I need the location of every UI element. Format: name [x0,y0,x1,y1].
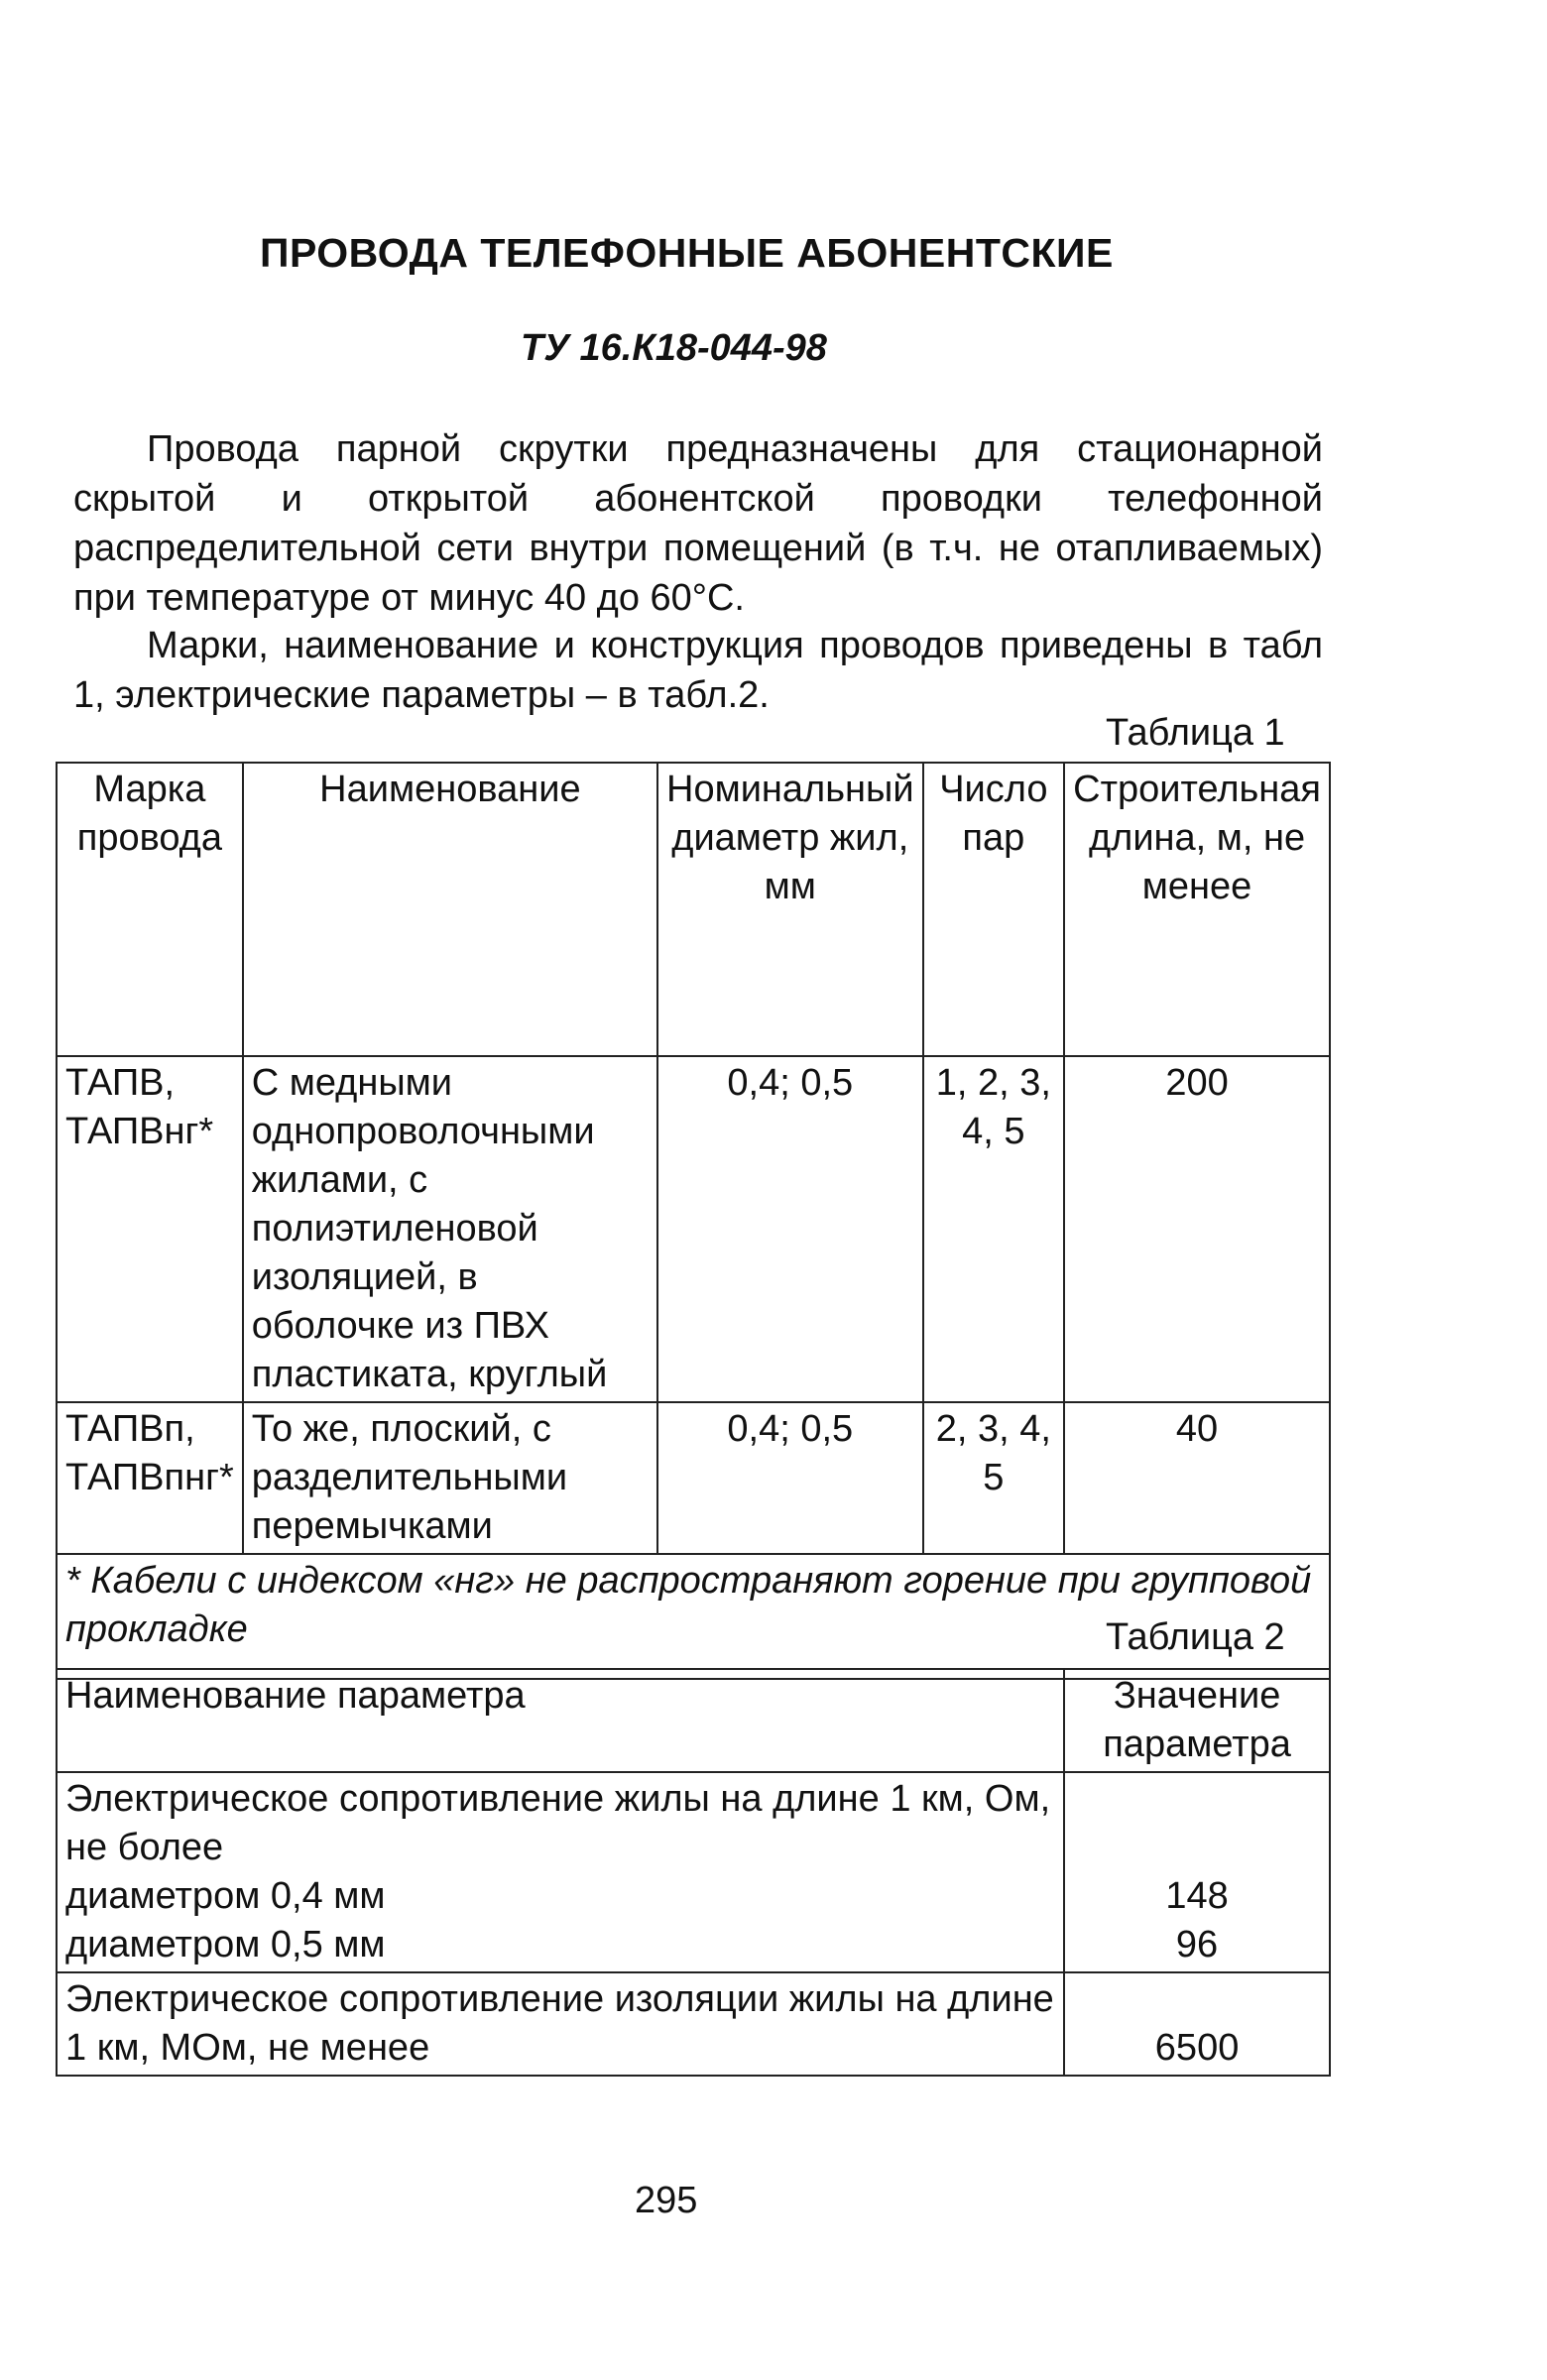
header-pairs: Число пар [923,763,1065,1056]
table2-caption: Таблица 2 [1106,1616,1285,1658]
document-title: ПРОВОДА ТЕЛЕФОННЫЕ АБОНЕНТСКИЕ [260,230,1114,276]
row1-diameter: 0,4; 0,5 [657,1056,923,1402]
page-number: 295 [635,2180,698,2221]
header-name: Наименование [243,763,657,1056]
row2-name: То же, плоский, с разделительными перемычками [243,1402,657,1554]
row1-mark: ТАПВ, ТАПВнг* [57,1056,243,1402]
document-subtitle: ТУ 16.К18-044-98 [521,327,827,369]
table-row [57,1972,1330,2076]
table2-header-row [57,1669,1330,1772]
table-row [57,1056,1330,1402]
resistance-param: Электрическое сопротивление жилы на длине 1 км, Ом, не более диаметром 0,4 мм диаметром 0,5 мм [57,1772,1064,1972]
header-value: Значение параметра [1064,1669,1330,1772]
header-length: Строительная длина, м, не менее [1064,763,1330,1056]
resistance-value: 148 96 [1064,1772,1330,1972]
row1-length: 200 [1064,1056,1330,1402]
intro-paragraph: Провода парной скрутки предназначены для стационарной скрытой и открытой абонентской проводки телефонной распределительной сети внутри помещений (в т.ч. не отапливаемых) при температуре от минус 40 до 60°С. [73,428,1323,619]
header-parameter: Наименование параметра [57,1669,1064,1772]
row2-diameter: 0,4; 0,5 [657,1402,923,1554]
electrical-parameters-table [56,1668,1331,2077]
table1-caption: Таблица 1 [1106,712,1285,754]
row2-length: 40 [1064,1402,1330,1554]
row1-pairs: 1, 2, 3, 4, 5 [923,1056,1065,1402]
table-row [57,1772,1330,1972]
row2-mark: ТАПВп, ТАПВпнг* [57,1402,243,1554]
header-diameter: Номинальный диаметр жил, мм [657,763,923,1056]
tables-reference-paragraph: Марки, наименование и конструкция проводов приведены в табл 1, электрические параметры – в табл.2. [73,625,1323,716]
row2-pairs: 2, 3, 4, 5 [923,1402,1065,1554]
insulation-value: 6500 [1064,1972,1330,2076]
table-row [57,1402,1330,1554]
insulation-param: Электрическое сопротивление изоляции жилы на длине 1 км, МОм, не менее [57,1972,1064,2076]
table1-header-row [57,763,1330,1056]
table1-footnote: * Кабели с индексом «нг» не распространяют горение при групповой прокладке [57,1554,1330,1679]
row1-name: С медными однопроволочными жилами, с полиэтиленовой изоляцией, в оболочке из ПВХ пластиката, круглый [243,1056,657,1402]
wire-types-table [56,762,1331,1680]
header-mark: Марка провода [57,763,243,1056]
